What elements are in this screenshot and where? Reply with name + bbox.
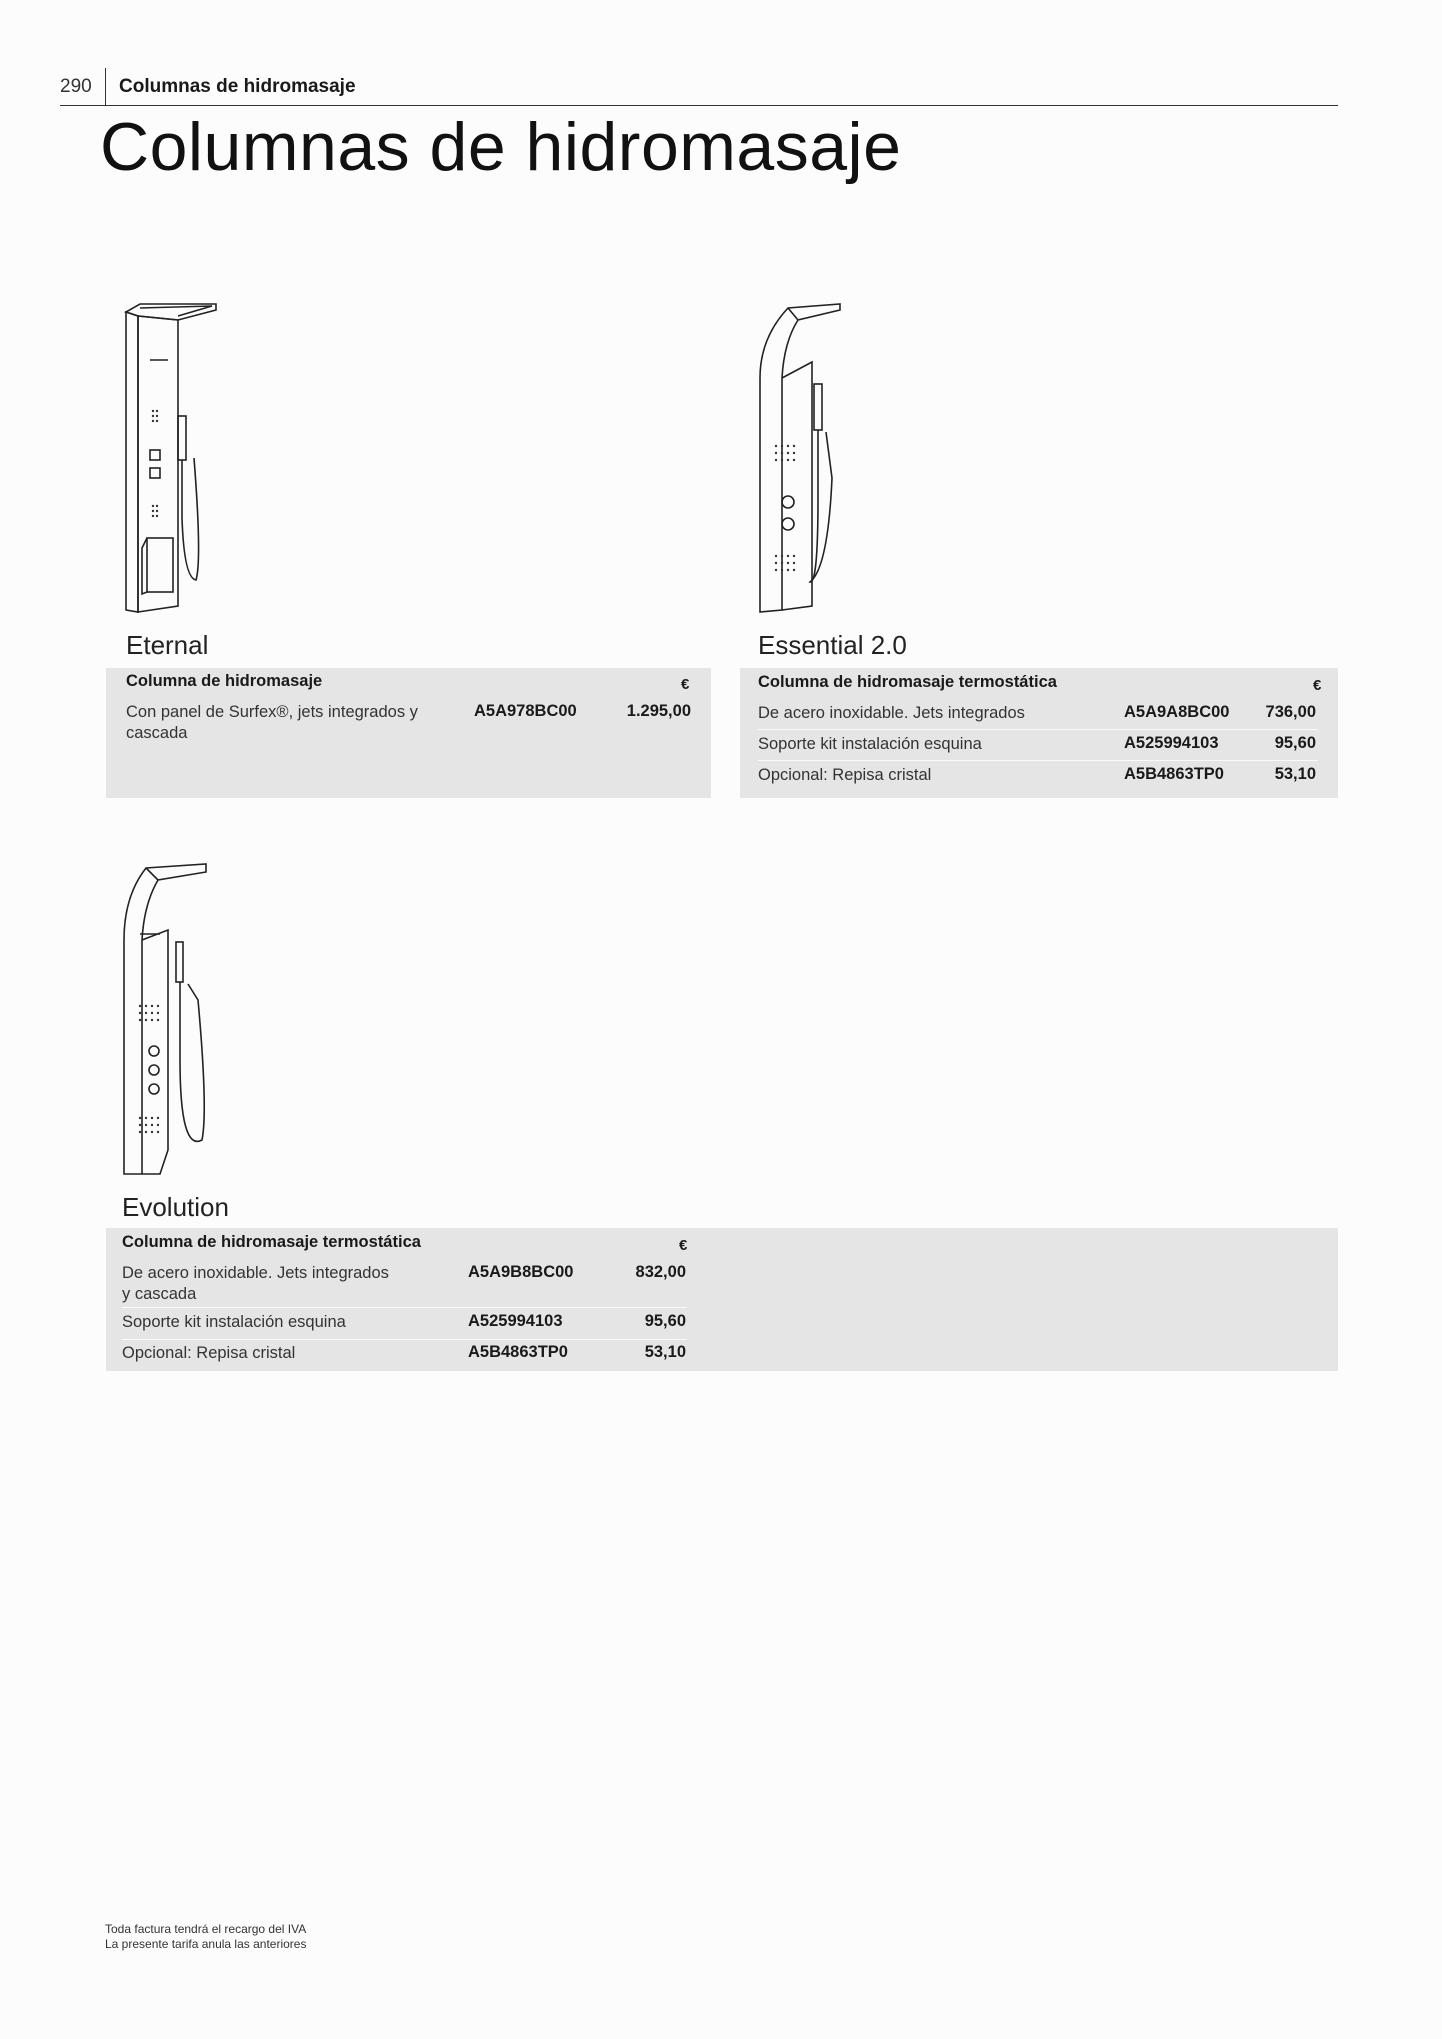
row-price: 832,00: [635, 1263, 686, 1281]
row-divider: [122, 1307, 687, 1308]
table-row: [122, 1312, 687, 1342]
row-reference: A5B4863TP0: [1124, 765, 1224, 783]
row-divider: [758, 760, 1318, 761]
table-title: Columna de hidromasaje: [126, 672, 323, 690]
table-row: [122, 1263, 687, 1311]
row-price: 1.295,00: [626, 702, 691, 720]
row-reference: A5B4863TP0: [468, 1343, 568, 1361]
footer-notes: [105, 1922, 306, 1952]
table-title: Columna de hidromasaje termostática: [758, 673, 1057, 691]
row-description: De acero inoxidable. Jets integrados: [758, 704, 1025, 722]
row-divider: [758, 729, 1318, 730]
row-description: De acero inoxidable. Jets integrados y cascada: [122, 1264, 389, 1303]
currency-label: €: [681, 676, 690, 693]
header-rule: [60, 105, 1338, 106]
row-reference: A525994103: [468, 1312, 563, 1330]
row-description: Opcional: Repisa cristal: [758, 766, 932, 784]
footer-line: Toda factura tendrá el recargo del IVA: [105, 1922, 307, 1936]
row-price: 95,60: [644, 1312, 686, 1330]
section-title: Columnas de hidromasaje: [119, 76, 356, 97]
product-name-essential: Essential 2.0: [758, 630, 907, 660]
footer-line: La presente tarifa anula las anteriores: [105, 1937, 307, 1951]
row-price: 53,10: [1274, 765, 1316, 783]
row-price: 53,10: [644, 1343, 686, 1361]
row-reference: A525994103: [1124, 734, 1219, 752]
essential-column-image: [752, 298, 862, 618]
evolution-column-image: [118, 860, 218, 1180]
price-table-evolution: [106, 1228, 1338, 1371]
page-header: [60, 68, 1338, 106]
row-price: 95,60: [1274, 734, 1316, 752]
page-title: Columnas de hidromasaje: [100, 109, 902, 185]
row-reference: A5A9B8BC00: [468, 1263, 574, 1281]
currency-label: €: [1313, 677, 1322, 694]
eternal-column-image: [120, 298, 230, 618]
row-description: Soporte kit instalación esquina: [758, 735, 982, 753]
table-row: [758, 734, 1318, 764]
row-description: Con panel de Surfex®, jets integrados y cascada: [126, 703, 418, 742]
price-table-essential: [740, 668, 1338, 798]
header-divider: [105, 68, 106, 106]
row-price: 736,00: [1265, 703, 1316, 721]
price-table-eternal: [106, 668, 711, 798]
table-row: [758, 765, 1318, 795]
product-name-evolution: Evolution: [122, 1192, 229, 1222]
row-reference: A5A978BC00: [474, 702, 577, 720]
table-row: [126, 702, 696, 746]
row-description: Soporte kit instalación esquina: [122, 1313, 346, 1331]
row-reference: A5A9A8BC00: [1124, 703, 1230, 721]
row-description: Opcional: Repisa cristal: [122, 1344, 296, 1362]
currency-label: €: [679, 1237, 688, 1254]
table-row: [758, 703, 1318, 733]
page-number: 290: [60, 76, 92, 97]
row-divider: [122, 1339, 687, 1340]
table-title: Columna de hidromasaje termostática: [122, 1233, 421, 1251]
table-row: [122, 1343, 687, 1369]
product-name-eternal: Eternal: [126, 630, 209, 660]
